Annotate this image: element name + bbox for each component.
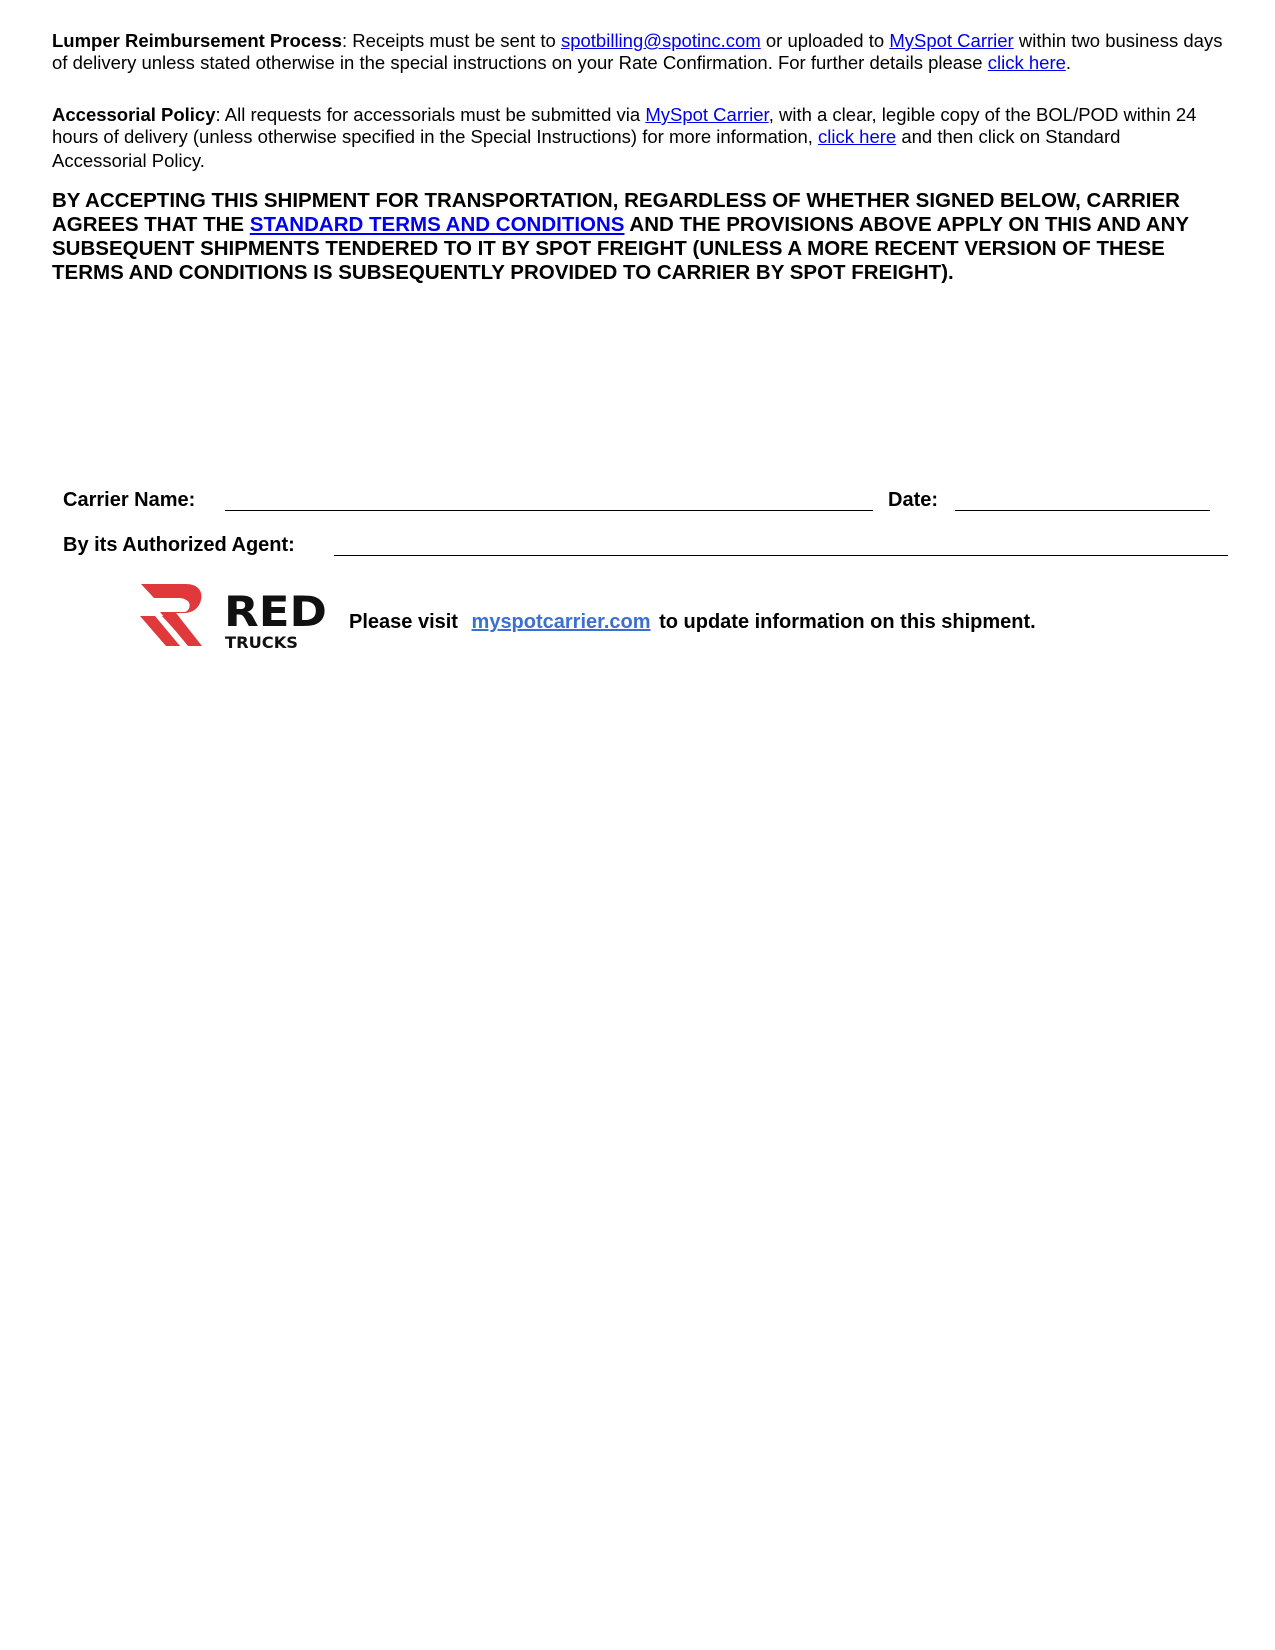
visit-text-1: Please visit [349, 611, 458, 633]
accessorial-myspot-carrier-link[interactable]: MySpot Carrier [645, 104, 769, 125]
authorized-agent-label: By its Authorized Agent: [63, 534, 295, 556]
lumper-text-2: or uploaded to [760, 30, 890, 51]
accessorial-heading: Accessorial Policy [52, 104, 216, 125]
date-label: Date: [888, 489, 939, 511]
authorized-agent-signature-line[interactable] [334, 555, 1228, 556]
accessorial-text-2: , with a clear, legible copy of the BOL/POD within 24 hours of delivery (unless otherwise specified in the Special Instructions) for more information, [52, 104, 1197, 147]
lumper-click-here-link[interactable]: click here [987, 52, 1066, 73]
standard-terms-link[interactable]: STANDARD TERMS AND CONDITIONS [249, 213, 625, 236]
accessorial-click-here-link[interactable]: click here [818, 126, 897, 147]
lumper-text-3: within two business days of delivery unless stated otherwise in the special instructions on your Rate Confirmation. For further details please [52, 30, 1223, 73]
visit-text-2: to update information on this shipment. [659, 611, 1036, 633]
lumper-reimbursement-paragraph [52, 30, 1227, 74]
lumper-text-4: . [1065, 52, 1072, 73]
accessorial-text-3: and then click on Standard [896, 126, 1121, 147]
carrier-name-label: Carrier Name: [63, 489, 196, 511]
spotbilling-email-link[interactable]: spotbilling@spotinc.com [560, 30, 761, 51]
myspot-carrier-link[interactable]: MySpot Carrier [889, 30, 1014, 51]
lumper-text-1: : Receipts must be sent to [341, 30, 561, 51]
myspotcarrier-link[interactable]: myspotcarrier.com [471, 611, 651, 633]
carrier-name-signature-line[interactable] [225, 510, 873, 511]
logo-word: RED [224, 587, 327, 636]
date-signature-line[interactable] [955, 510, 1210, 511]
lumper-heading: Lumper Reimbursement Process [52, 30, 342, 51]
red-trucks-r-mark-icon [140, 584, 202, 646]
red-trucks-logo [138, 582, 330, 652]
accessorial-policy-paragraph [52, 104, 1227, 172]
logo-subword: TRUCKS [225, 633, 298, 652]
acceptance-statement [52, 189, 1232, 285]
acceptance-text-2: AND THE PROVISIONS ABOVE APPLY ON THIS AND ANY SUBSEQUENT SHIPMENTS TENDERED TO IT BY SPOT FREIGHT (UNLESS A MORE RECENT VERSION OF THESE TERMS AND CONDITIONS IS SUBSEQUENTLY PROVIDED TO CARRIER BY SPOT FREIGHT). [52, 213, 1189, 284]
accessorial-text-1: : All requests for accessorials must be submitted via [215, 104, 646, 125]
visit-website-line [349, 611, 1036, 634]
accessorial-text-4: Accessorial Policy. [52, 150, 205, 171]
acceptance-text-1: BY ACCEPTING THIS SHIPMENT FOR TRANSPORTATION, REGARDLESS OF WHETHER SIGNED BELOW, CARRIER AGREES THAT THE [52, 189, 1180, 236]
